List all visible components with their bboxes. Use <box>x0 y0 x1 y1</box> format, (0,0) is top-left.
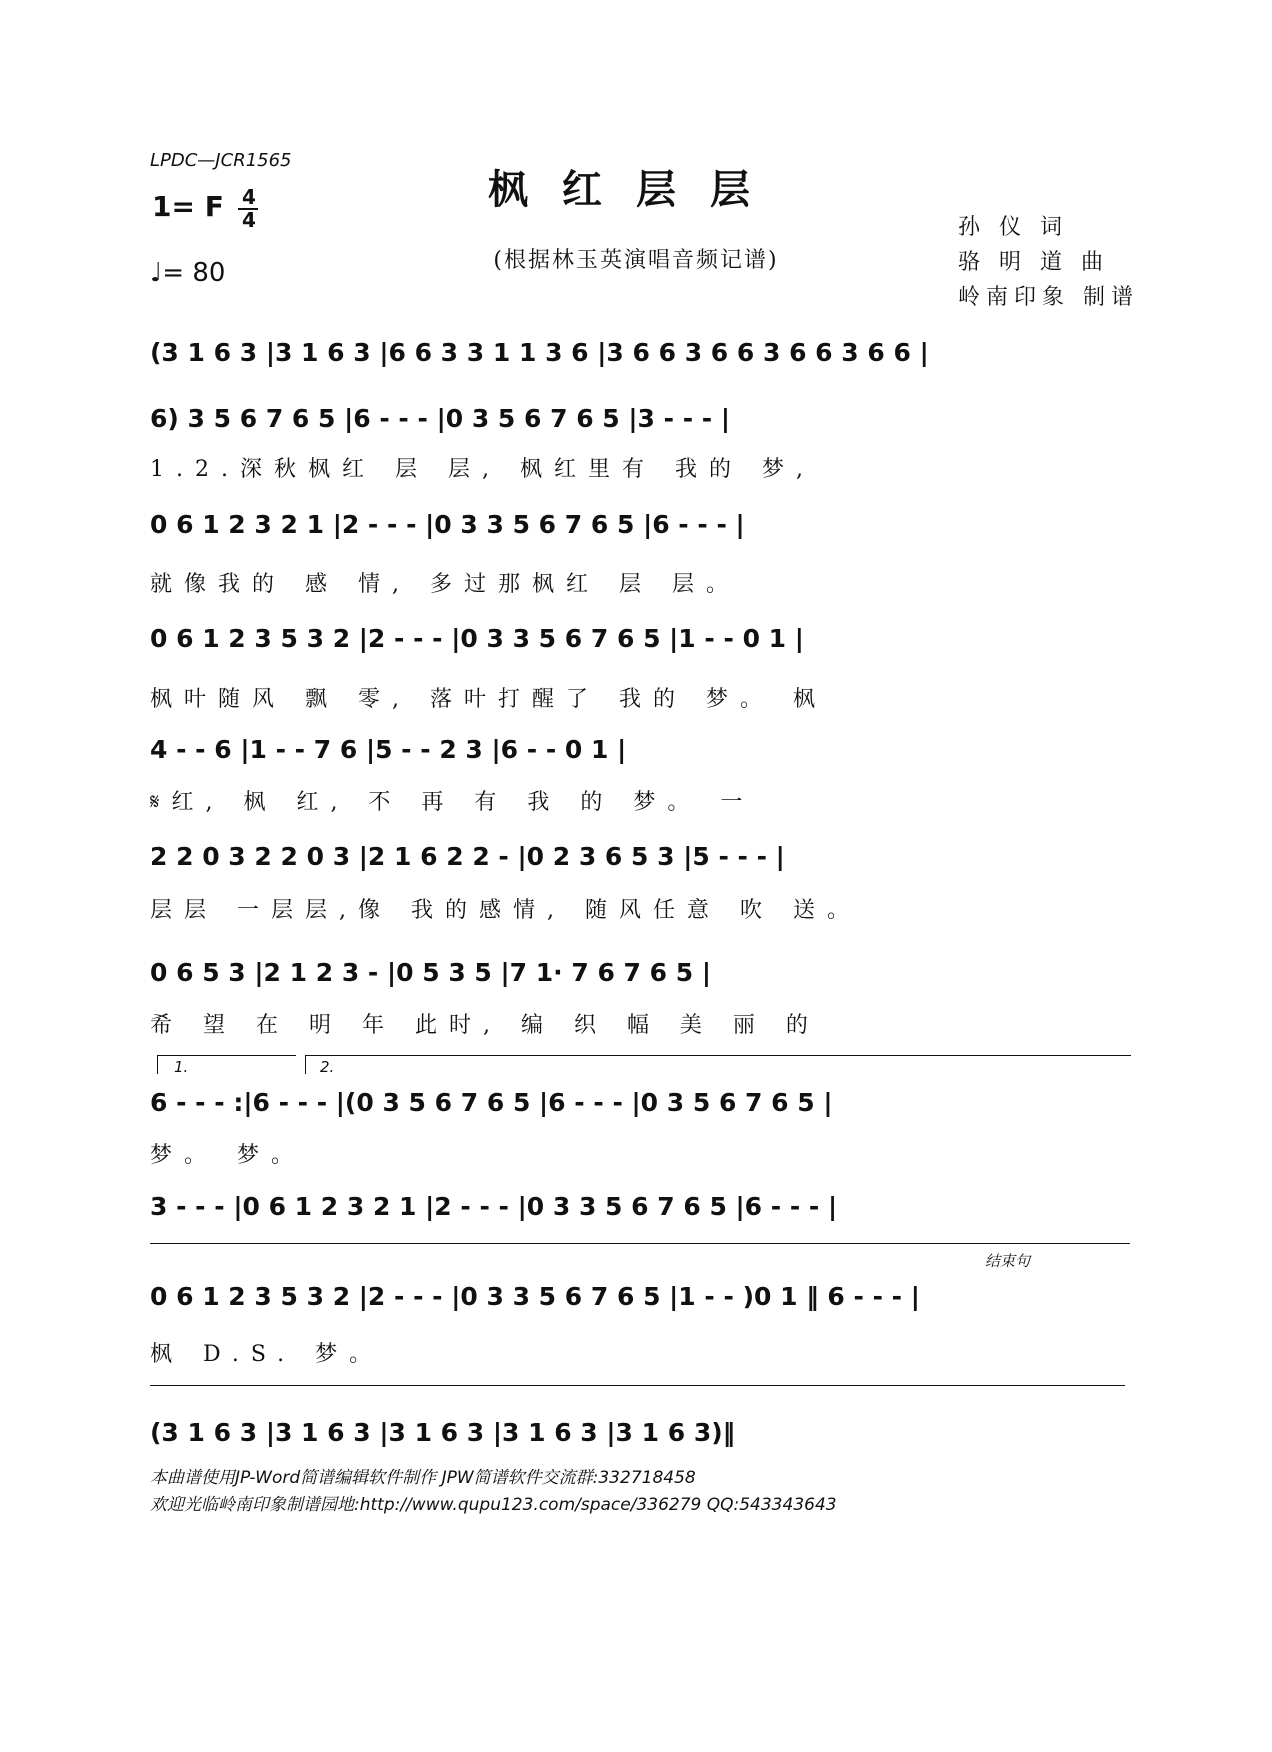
score-line-4: 0 6 1 2 3 5 3 2 |2 - - - |0 3 3 5 6 7 6 5 |1 - - 0 1 | <box>150 624 804 653</box>
footer-line-1: 本曲谱使用JP-Word简谱编辑软件制作 JPW简谱软件交流群:332718458 <box>150 1468 696 1488</box>
song-title: 枫红层层 <box>488 166 784 213</box>
lyric-line-5: 𝄋红, 枫 红, 不 再 有 我 的 梦。 一 <box>150 790 755 815</box>
lyric-line-8: 梦。 梦。 <box>150 1143 305 1168</box>
key-signature: 1= F <box>152 190 224 223</box>
song-subtitle: (根据林玉英演唱音频记谱) <box>493 248 779 273</box>
footer-line-2: 欢迎光临岭南印象制谱园地:http://www.qupu123.com/space/336279 QQ:543343643 <box>150 1495 837 1515</box>
lyric-line-4: 枫叶随风 飘 零, 落叶打醒了 我的 梦。 枫 <box>150 687 827 712</box>
score-line-6: 2 2 0 3 2 2 0 3 |2 1 6 2 2 - |0 2 3 6 5 3 |5 - - - | <box>150 842 785 871</box>
time-bottom: 4 <box>242 208 256 232</box>
composer-credit: 骆 明 道 曲 <box>958 250 1109 275</box>
score-line-2: 6) 3 5 6 7 6 5 |6 - - - |0 3 5 6 7 6 5 |3 - - - | <box>150 404 731 433</box>
lyric-line-7: 希 望 在 明 年 此时, 编 织 幅 美 丽 的 <box>150 1013 820 1038</box>
score-code: LPDC—JCR1565 <box>150 150 292 171</box>
score-line-1: (3 1 6 3 |3 1 6 3 |6 6 3 3 1 1 3 6 |3 6 6 3 6 6 3 6 6 3 6 6 | <box>150 338 929 367</box>
tempo-marking: ♩= 80 <box>150 258 226 288</box>
ending-label: 结束句 <box>985 1252 1031 1270</box>
score-line-5: 4 - - 6 |1 - - 7 6 |5 - - 2 3 |6 - - 0 1 | <box>150 735 627 764</box>
lyric-line-2: 1.2.深秋枫红 层 层, 枫红里有 我的 梦, <box>150 457 815 482</box>
lyric-line-3: 就像我的 感 情, 多过那枫红 层 层。 <box>150 572 740 597</box>
score-line-8: 6 - - - :|6 - - - |(0 3 5 6 7 6 5 |6 - - - |0 3 5 6 7 6 5 | <box>150 1088 833 1117</box>
lyricist-credit: 孙 仪 词 <box>958 215 1068 240</box>
volta-bracket-2 <box>305 1055 1131 1074</box>
score-line-3: 0 6 1 2 3 2 1 |2 - - - |0 3 3 5 6 7 6 5 |6 - - - | <box>150 510 745 539</box>
score-line-11: (3 1 6 3 |3 1 6 3 |3 1 6 3 |3 1 6 3 |3 1 6 3)‖ <box>150 1418 736 1447</box>
score-line-10: 0 6 1 2 3 5 3 2 |2 - - - |0 3 3 5 6 7 6 5 |1 - - )0 1 ‖ 6 - - - | <box>150 1282 920 1311</box>
arranger-credit: 岭南印象 制谱 <box>958 285 1139 310</box>
score-line-7: 0 6 5 3 |2 1 2 3 - |0 5 3 5 |7 1· 7 6 7 6 5 | <box>150 958 711 987</box>
time-top: 4 <box>242 185 256 209</box>
coda-rule <box>150 1385 1125 1386</box>
lyric-line-10: 枫 D.S. 梦。 <box>150 1342 384 1367</box>
lyric-line-6: 层层 一层层,像 我的感情, 随风任意 吹 送。 <box>150 898 861 923</box>
score-line-9: 3 - - - |0 6 1 2 3 2 1 |2 - - - |0 3 3 5 6 7 6 5 |6 - - - | <box>150 1192 838 1221</box>
volta-label-2: 2. <box>320 1058 335 1076</box>
volta-label-1: 1. <box>174 1058 189 1076</box>
ending-rule <box>150 1243 1130 1244</box>
